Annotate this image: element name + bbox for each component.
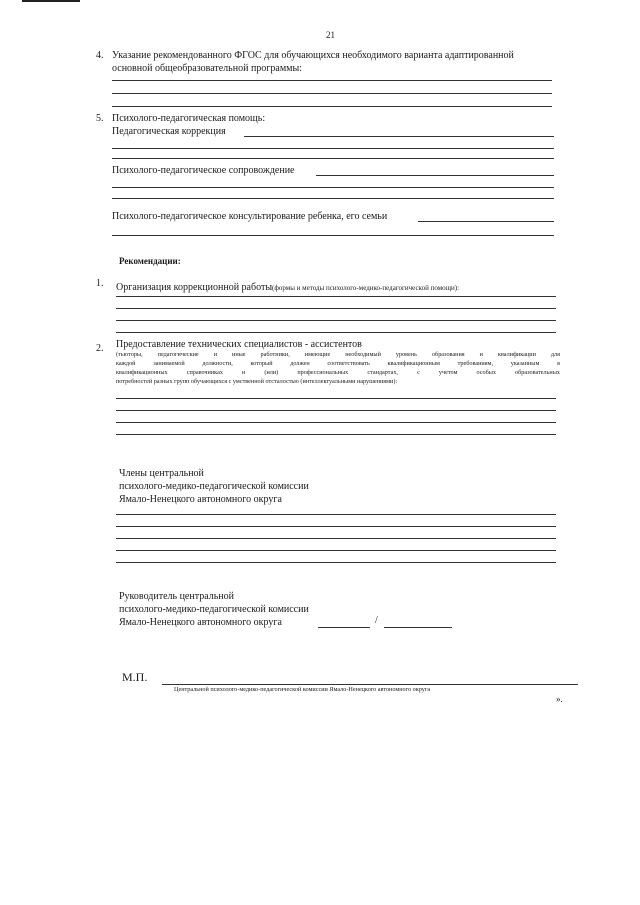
members-signature-line [116,514,556,515]
item4-text-line1: Указание рекомендованного ФГОС для обучающихся необходимого варианта адаптированной [112,50,514,61]
rec2-note-line: квалификационных справочниках и (или) профессиональных стандартах, с учетом особых образовательных [116,369,560,376]
rec1-label: Организация коррекционной работы [116,282,273,293]
item5-fill-line [112,198,554,199]
members-line-3: Ямало-Ненецкого автономного округа [119,494,282,505]
members-line-2: психолого-медико-педагогической комиссии [119,481,309,492]
rec1-fill-line [116,332,556,333]
rec2-note-line: потребностей разных групп обучающихся с умственной отсталостью (интеллектуальными нарушениями): [116,378,398,385]
item5-number: 5. [96,113,104,124]
rec1-note: (формы и методы психолого-медико-педагогической помощи): [272,284,460,292]
rec2-label: Предоставление технических специалистов - ассистентов [116,339,362,350]
rec1-text [116,277,459,295]
members-signature-line [116,550,556,551]
item4-number: 4. [96,50,104,61]
page-number: 21 [326,30,335,40]
recommendations-heading: Рекомендации: [119,256,181,266]
item5-correction-label: Педагогическая коррекция [112,126,226,137]
top-edge-mark [22,0,80,2]
item4-text-line2: основной общеобразовательной программы: [112,63,302,74]
item4-fill-line [112,80,552,81]
item5-title: Психолого-педагогическая помощь: [112,113,266,124]
item5-fill-line [112,187,554,188]
rec1-fill-line [116,296,556,297]
rec2-note-line: (тьюторы, педагогические и иные работники, имеющие необходимый уровень образования и квалификации для [116,351,560,358]
item5-fill-line [112,158,554,159]
item4-fill-line [112,93,552,94]
item5-correction-line [244,136,554,137]
item5-support-line [316,175,554,176]
rec2-fill-line [116,410,556,411]
rec1-fill-line [116,320,556,321]
item5-consulting-label: Психолого-педагогическое консультирование ребенка, его семьи [112,211,388,222]
members-line-1: Члены центральной [119,468,204,479]
members-signature-line [116,538,556,539]
rec1-fill-line [116,308,556,309]
head-separator: / [375,615,378,626]
rec2-fill-line [116,422,556,423]
rec2-fill-line [116,398,556,399]
item5-support-label: Психолого-педагогическое сопровождение [112,165,295,176]
stamp-closing: ». [556,694,563,704]
rec1-number: 1. [96,278,104,289]
rec2-fill-line [116,434,556,435]
head-line-2: психолого-медико-педагогической комиссии [119,604,309,615]
rec2-note-line: каждой занимаемой должности, который должен соответствовать квалификационным требованиям, указанным в [116,360,560,367]
item5-consulting-line [418,221,554,222]
head-signature-line [318,627,370,628]
head-line-1: Руководитель центральной [119,591,234,602]
head-line-3: Ямало-Ненецкого автономного округа [119,617,282,628]
stamp-caption: Центральной психолого-медико-педагогической комиссии Ямало-Ненецкого автономного округа [174,686,431,693]
item4-fill-line [112,106,552,107]
head-name-line [384,627,452,628]
item5-fill-line [112,148,554,149]
members-signature-line [116,562,556,563]
members-signature-line [116,526,556,527]
stamp-line [162,684,578,685]
rec2-number: 2. [96,343,104,354]
item5-fill-line [112,235,554,236]
stamp-label: М.П. [122,670,148,684]
